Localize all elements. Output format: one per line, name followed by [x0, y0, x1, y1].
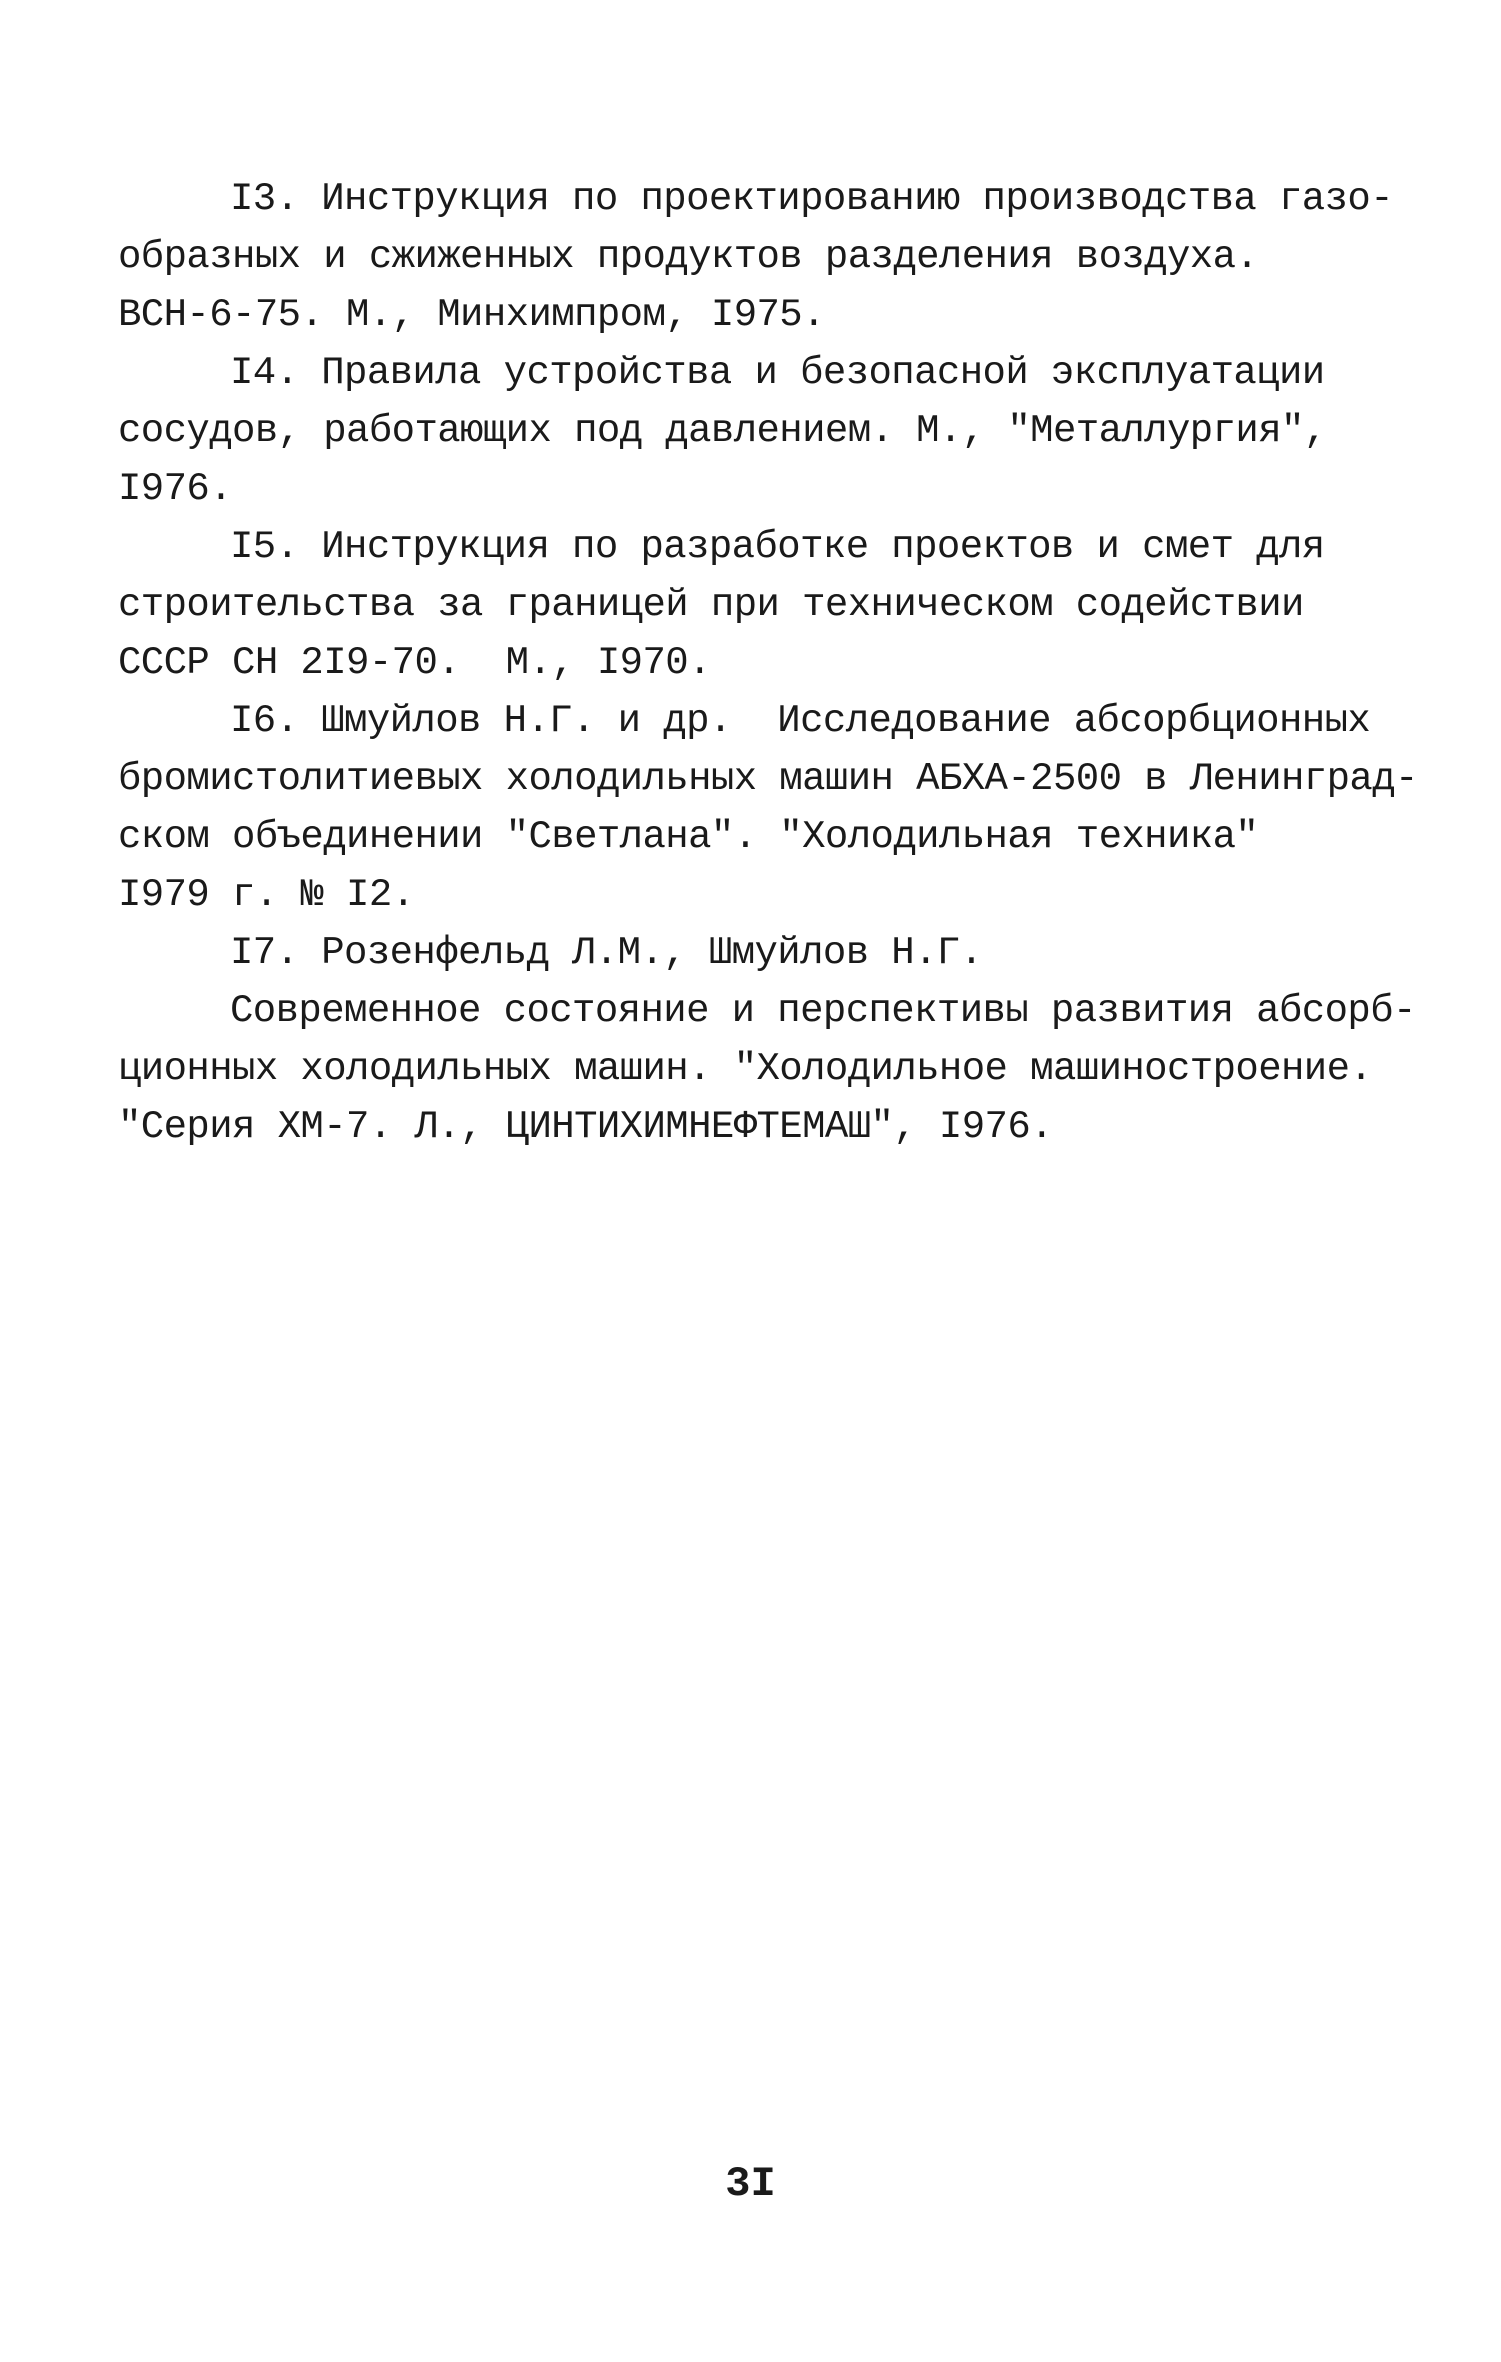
reference-line: Современное состояние и перспективы развития абсорб- — [230, 989, 1416, 1033]
reference-item-14 — [118, 344, 1398, 518]
reference-line: I6. Шмуйлов Н.Г. и др. Исследование абсорбционных — [230, 699, 1371, 743]
reference-line: бромистолитиевых холодильных машин АБХА-2500 в Ленинград- — [118, 757, 1418, 801]
reference-line: I4. Правила устройства и безопасной эксплуатации — [230, 351, 1325, 395]
reference-line: "Серия ХМ-7. Л., ЦИНТИХИМНЕФТЕМАШ", I976. — [118, 1105, 1053, 1149]
reference-line: I976. — [118, 467, 233, 511]
reference-line: I3. Инструкция по проектированию производства газо- — [230, 177, 1393, 221]
page-number: 3I — [725, 2160, 776, 2208]
reference-item-15 — [118, 518, 1398, 692]
reference-line: ВСН-6-75. М., Минхимпром, I975. — [118, 293, 825, 337]
reference-line: строительства за границей при техническом содействии — [118, 583, 1304, 627]
reference-item-16 — [118, 692, 1418, 924]
reference-line: I5. Инструкция по разработке проектов и смет для — [230, 525, 1325, 569]
reference-line: сосудов, работающих под давлением. М., "Металлургия", — [118, 409, 1327, 453]
reference-line: I7. Розенфельд Л.М., Шмуйлов Н.Г. — [230, 931, 983, 975]
reference-line: ском объединении "Светлана". "Холодильная техника" — [118, 815, 1259, 859]
reference-item-17 — [118, 924, 1416, 1156]
reference-list — [118, 170, 1418, 1156]
reference-item-13 — [118, 170, 1398, 344]
reference-line: образных и сжиженных продуктов разделения воздуха. — [118, 235, 1259, 279]
reference-line: ционных холодильных машин. "Холодильное машиностроение. — [118, 1047, 1373, 1091]
reference-line: СССР СН 2I9-70. М., I970. — [118, 641, 711, 685]
reference-line: I979 г. № I2. — [118, 873, 415, 917]
